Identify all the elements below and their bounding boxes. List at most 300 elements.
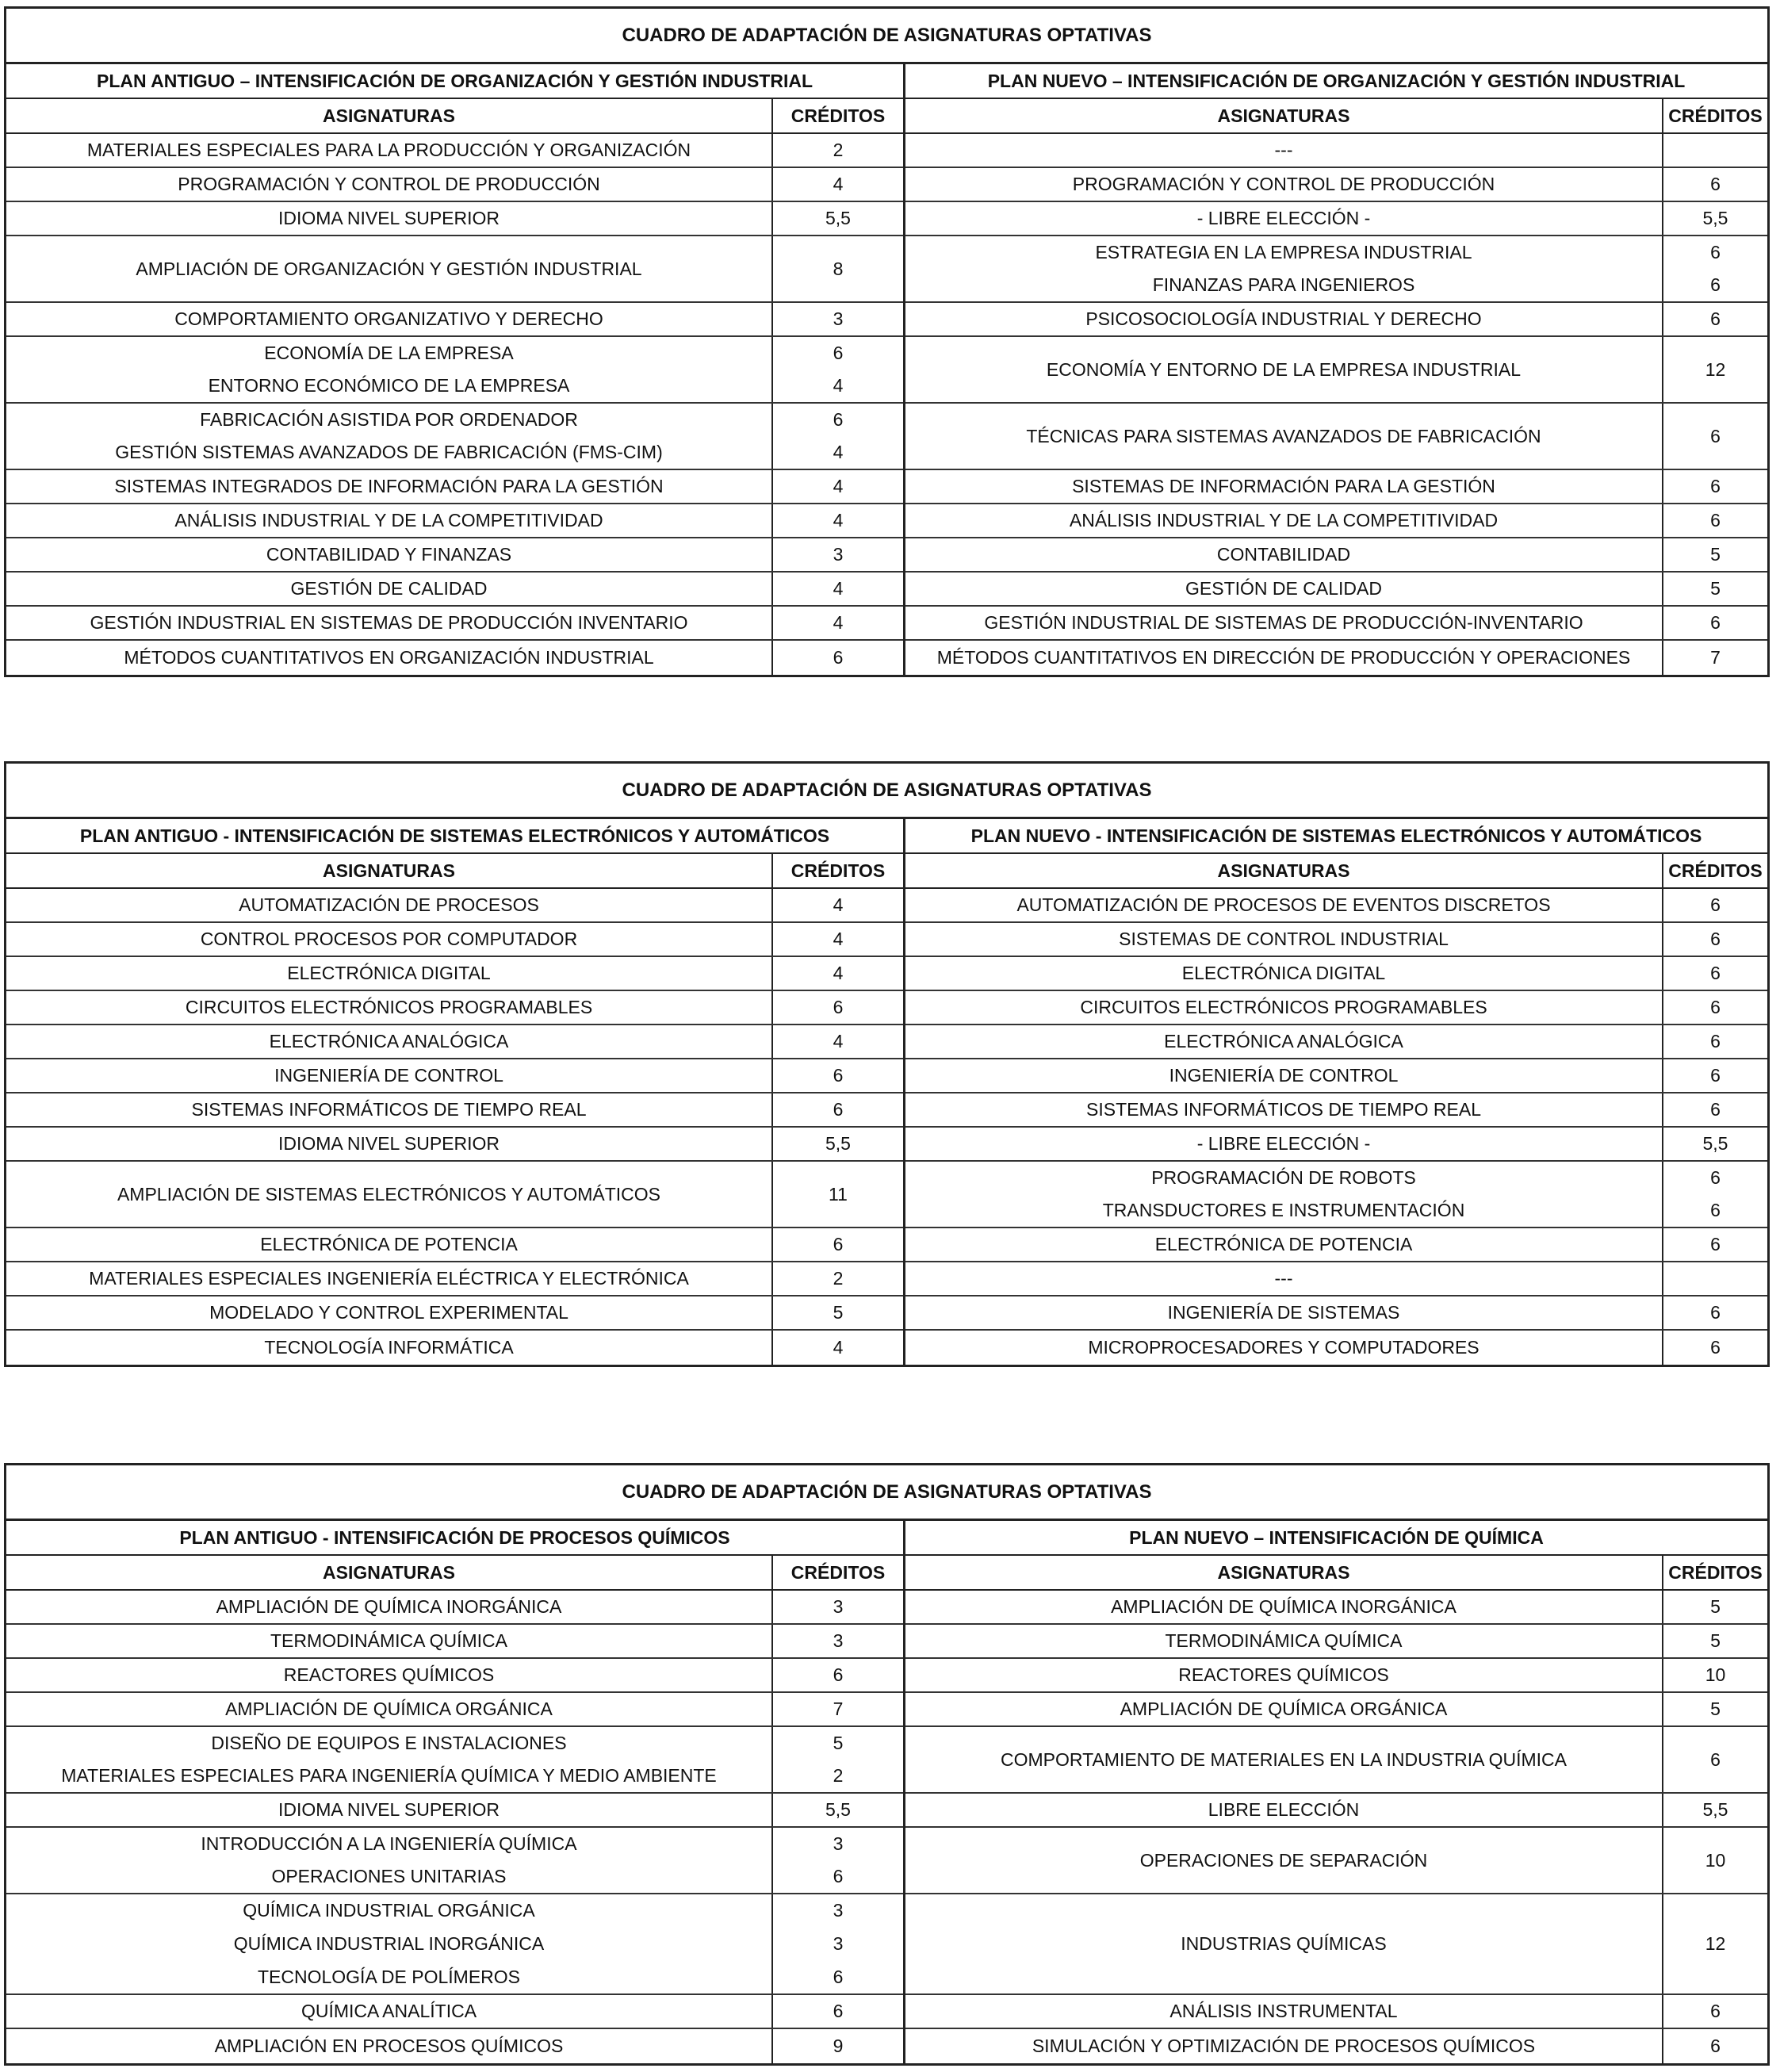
subject-cell bbox=[905, 1591, 1662, 1623]
table-row bbox=[905, 236, 1767, 303]
credits-cell bbox=[771, 504, 903, 537]
subject-name: ANÁLISIS INDUSTRIAL Y DE LA COMPETITIVIDAD bbox=[174, 510, 603, 530]
credit-value: 6 bbox=[833, 1664, 844, 1685]
table-row bbox=[6, 1625, 903, 1659]
table-row bbox=[905, 1262, 1767, 1296]
subject-cell bbox=[905, 337, 1662, 402]
table-row bbox=[905, 1296, 1767, 1331]
credits-cell bbox=[771, 2029, 903, 2063]
subject-cell bbox=[905, 168, 1662, 201]
table-row bbox=[905, 1693, 1767, 1727]
credit-value: 6 bbox=[833, 2001, 844, 2021]
plan-header: PLAN NUEVO - INTENSIFICACIÓN DE SISTEMAS ELECTRÓNICOS Y AUTOMÁTICOS bbox=[905, 819, 1767, 854]
credits-column-header bbox=[1662, 854, 1767, 887]
subjects-column-header-label: ASIGNATURAS bbox=[323, 1561, 455, 1583]
subject-name: ELECTRÓNICA DIGITAL bbox=[287, 963, 491, 983]
subject-name: GESTIÓN SISTEMAS AVANZADOS DE FABRICACIÓN (FMS-CIM) bbox=[115, 442, 663, 462]
table-row bbox=[6, 202, 903, 236]
plan-comparison bbox=[6, 1521, 1767, 2063]
subject-name: GESTIÓN INDUSTRIAL EN SISTEMAS DE PRODUCCIÓN INVENTARIO bbox=[90, 612, 688, 633]
table-row bbox=[6, 1591, 903, 1625]
credit-value: 10 bbox=[1705, 1664, 1726, 1685]
subject-name: CIRCUITOS ELECTRÓNICOS PROGRAMABLES bbox=[185, 997, 593, 1017]
credits-cell bbox=[1662, 1693, 1767, 1725]
credits-column-header-label: CRÉDITOS bbox=[1668, 105, 1763, 126]
table-row bbox=[6, 1794, 903, 1828]
credit-value: 2 bbox=[833, 1765, 844, 1786]
subject-cell bbox=[905, 504, 1662, 537]
plan-comparison bbox=[6, 819, 1767, 1365]
credit-value: 4 bbox=[833, 929, 844, 949]
credits-cell bbox=[1662, 1591, 1767, 1623]
table-row bbox=[6, 1262, 903, 1296]
subjects-column-header-label: ASIGNATURAS bbox=[1217, 105, 1350, 126]
plan-header: PLAN NUEVO – INTENSIFICACIÓN DE QUÍMICA bbox=[905, 1521, 1767, 1556]
credits-cell bbox=[771, 1059, 903, 1092]
table-row bbox=[6, 573, 903, 607]
subject-name: MÉTODOS CUANTITATIVOS EN DIRECCIÓN DE PRODUCCIÓN Y OPERACIONES bbox=[936, 647, 1631, 668]
credits-cell bbox=[771, 641, 903, 675]
credits-cell bbox=[1662, 168, 1767, 201]
credit-value: 6 bbox=[1710, 1099, 1721, 1120]
credit-value: 6 bbox=[1710, 1234, 1721, 1254]
credit-value: 4 bbox=[833, 578, 844, 599]
subject-cell bbox=[905, 641, 1662, 675]
table-row bbox=[6, 504, 903, 538]
credit-value: 6 bbox=[833, 1099, 844, 1120]
column-header-row bbox=[6, 854, 903, 889]
subject-cell bbox=[905, 1093, 1662, 1126]
subject-name: ENTORNO ECONÓMICO DE LA EMPRESA bbox=[208, 375, 570, 396]
table-title: CUADRO DE ADAPTACIÓN DE ASIGNATURAS OPTATIVAS bbox=[6, 9, 1767, 64]
adaptation-table bbox=[4, 1463, 1770, 2066]
plan-header: PLAN ANTIGUO – INTENSIFICACIÓN DE ORGANIZACIÓN Y GESTIÓN INDUSTRIAL bbox=[6, 64, 903, 99]
subject-cell bbox=[6, 1162, 771, 1227]
credit-value: 6 bbox=[1710, 1337, 1721, 1358]
subject-cell bbox=[6, 236, 771, 301]
subject-name: ELECTRÓNICA DIGITAL bbox=[1181, 963, 1386, 983]
subjects-column-header-label: ASIGNATURAS bbox=[323, 860, 455, 881]
subjects-column-header bbox=[905, 1556, 1662, 1589]
table-row bbox=[6, 236, 903, 303]
credits-cell bbox=[1662, 470, 1767, 503]
subject-name: TRANSDUCTORES E INSTRUMENTACIÓN bbox=[1102, 1200, 1465, 1220]
credits-cell bbox=[771, 957, 903, 990]
credits-cell bbox=[771, 1659, 903, 1691]
credits-cell bbox=[1662, 573, 1767, 605]
subject-cell bbox=[905, 1794, 1662, 1826]
table-row bbox=[6, 1894, 903, 1995]
table-row bbox=[6, 337, 903, 404]
old-plan-section bbox=[6, 64, 905, 675]
table-row bbox=[905, 538, 1767, 573]
credits-cell bbox=[771, 1693, 903, 1725]
subject-cell bbox=[6, 202, 771, 235]
credits-cell bbox=[771, 991, 903, 1024]
table-row bbox=[6, 404, 903, 470]
subject-name: PSICOSOCIOLOGÍA INDUSTRIAL Y DERECHO bbox=[1085, 308, 1482, 329]
credit-value: 7 bbox=[833, 1699, 844, 1719]
subject-name: SIMULACIÓN Y OPTIMIZACIÓN DE PROCESOS QUÍMICOS bbox=[1032, 2036, 1536, 2056]
subject-cell bbox=[905, 1995, 1662, 2028]
credit-value: 5 bbox=[1710, 544, 1721, 565]
table-row bbox=[905, 1894, 1767, 1995]
subject-cell bbox=[6, 923, 771, 956]
subject-cell bbox=[6, 1995, 771, 2028]
subject-name: FINANZAS PARA INGENIEROS bbox=[1152, 274, 1415, 295]
subject-name: CONTROL PROCESOS POR COMPUTADOR bbox=[200, 929, 578, 949]
subject-name: ECONOMÍA DE LA EMPRESA bbox=[264, 343, 514, 363]
table-row bbox=[905, 2029, 1767, 2063]
credit-value: 2 bbox=[833, 1268, 844, 1289]
subject-name: SISTEMAS INTEGRADOS DE INFORMACIÓN PARA LA GESTIÓN bbox=[114, 476, 664, 496]
subject-cell bbox=[905, 1228, 1662, 1261]
credits-cell bbox=[771, 236, 903, 301]
subject-name: QUÍMICA INDUSTRIAL INORGÁNICA bbox=[233, 1932, 545, 1954]
credits-cell bbox=[771, 1828, 903, 1893]
credits-column-header bbox=[1662, 1556, 1767, 1589]
credits-cell bbox=[771, 1591, 903, 1623]
credit-value: 4 bbox=[833, 963, 844, 983]
credit-value: 5,5 bbox=[825, 1799, 851, 1820]
subject-cell bbox=[905, 607, 1662, 639]
credits-cell bbox=[1662, 1894, 1767, 1993]
subject-cell bbox=[6, 538, 771, 571]
credit-value: 3 bbox=[833, 1900, 844, 1921]
table-row bbox=[905, 607, 1767, 641]
credit-value: 6 bbox=[1710, 174, 1721, 194]
subjects-column-header-label: ASIGNATURAS bbox=[1217, 1561, 1350, 1583]
subject-cell bbox=[905, 1727, 1662, 1792]
subject-name: GESTIÓN DE CALIDAD bbox=[1185, 578, 1382, 599]
credit-value: 6 bbox=[833, 1234, 844, 1254]
credit-value: 6 bbox=[833, 647, 844, 668]
subject-cell bbox=[905, 1659, 1662, 1691]
subject-cell bbox=[6, 1727, 771, 1792]
table-row bbox=[905, 641, 1767, 675]
subject-cell bbox=[6, 607, 771, 639]
subject-name: QUÍMICA ANALÍTICA bbox=[300, 2001, 477, 2021]
credit-value: 12 bbox=[1705, 358, 1726, 380]
subject-name: MATERIALES ESPECIALES PARA LA PRODUCCIÓN Y ORGANIZACIÓN bbox=[86, 140, 691, 160]
adaptation-table bbox=[4, 6, 1770, 677]
subject-cell bbox=[6, 1296, 771, 1329]
old-plan-section bbox=[6, 1521, 905, 2063]
subject-cell bbox=[905, 889, 1662, 921]
credits-cell bbox=[771, 1228, 903, 1261]
table-row bbox=[6, 1162, 903, 1228]
table-row bbox=[6, 1828, 903, 1894]
credits-cell bbox=[771, 470, 903, 503]
credits-cell bbox=[771, 404, 903, 469]
credits-cell bbox=[1662, 1162, 1767, 1227]
subject-cell bbox=[6, 1059, 771, 1092]
credit-value: 4 bbox=[833, 174, 844, 194]
subject-cell bbox=[6, 889, 771, 921]
credits-cell bbox=[1662, 991, 1767, 1024]
subject-cell bbox=[905, 1296, 1662, 1329]
column-header-row bbox=[905, 854, 1767, 889]
table-row bbox=[905, 1228, 1767, 1262]
credits-column-header-label: CRÉDITOS bbox=[790, 105, 886, 126]
subject-cell bbox=[6, 1228, 771, 1261]
table-row bbox=[6, 1331, 903, 1365]
credit-value: 5,5 bbox=[825, 208, 851, 228]
subject-name: IDIOMA NIVEL SUPERIOR bbox=[278, 1799, 500, 1820]
credits-cell bbox=[1662, 889, 1767, 921]
credit-value: 6 bbox=[1710, 2036, 1721, 2056]
credit-value: 5,5 bbox=[1702, 1133, 1728, 1154]
subject-cell bbox=[905, 202, 1662, 235]
table-row bbox=[6, 1727, 903, 1794]
credits-cell bbox=[1662, 504, 1767, 537]
credit-value: 5 bbox=[1710, 1630, 1721, 1651]
subject-name: AMPLIACIÓN DE QUÍMICA INORGÁNICA bbox=[216, 1596, 562, 1617]
subject-name: DISEÑO DE EQUIPOS E INSTALACIONES bbox=[211, 1733, 567, 1753]
subject-cell bbox=[6, 404, 771, 469]
credits-column-header-label: CRÉDITOS bbox=[1668, 1561, 1763, 1583]
credits-cell bbox=[771, 1128, 903, 1160]
subject-name: MODELADO Y CONTROL EXPERIMENTAL bbox=[209, 1302, 568, 1323]
credit-value: 3 bbox=[833, 1932, 844, 1954]
subject-cell bbox=[905, 1262, 1662, 1295]
credits-cell bbox=[1662, 957, 1767, 990]
credit-value: 6 bbox=[1710, 1065, 1721, 1086]
table-row bbox=[905, 957, 1767, 991]
table-row bbox=[6, 134, 903, 168]
subject-name: ELECTRÓNICA ANALÓGICA bbox=[1164, 1031, 1403, 1051]
subject-name: SISTEMAS DE INFORMACIÓN PARA LA GESTIÓN bbox=[1072, 476, 1495, 496]
credit-value: 5,5 bbox=[825, 1133, 851, 1154]
credit-value: 5 bbox=[1710, 1596, 1721, 1617]
subject-name: ELECTRÓNICA DE POTENCIA bbox=[260, 1234, 518, 1254]
table-row bbox=[905, 134, 1767, 168]
credits-cell bbox=[771, 1162, 903, 1227]
credit-value: 6 bbox=[833, 1065, 844, 1086]
credit-value: 6 bbox=[1710, 2001, 1721, 2021]
credits-cell bbox=[1662, 1059, 1767, 1092]
credit-value: 9 bbox=[833, 2036, 844, 2056]
subject-name: TÉCNICAS PARA SISTEMAS AVANZADOS DE FABRICACIÓN bbox=[1026, 425, 1541, 446]
subject-cell bbox=[6, 1331, 771, 1365]
table-row bbox=[905, 573, 1767, 607]
subject-name: ESTRATEGIA EN LA EMPRESA INDUSTRIAL bbox=[1095, 242, 1472, 262]
credits-cell bbox=[771, 1727, 903, 1792]
subject-name: REACTORES QUÍMICOS bbox=[283, 1664, 495, 1685]
subject-name: OPERACIONES DE SEPARACIÓN bbox=[1139, 1849, 1428, 1871]
column-header-row bbox=[905, 99, 1767, 134]
table-row bbox=[6, 957, 903, 991]
subject-cell bbox=[905, 1025, 1662, 1058]
subject-cell bbox=[6, 641, 771, 675]
subject-name: CIRCUITOS ELECTRÓNICOS PROGRAMABLES bbox=[1080, 997, 1487, 1017]
table-row bbox=[6, 1128, 903, 1162]
subject-cell bbox=[6, 1625, 771, 1657]
credit-value: 6 bbox=[1710, 1748, 1721, 1770]
subjects-column-header-label: ASIGNATURAS bbox=[1217, 860, 1350, 881]
credits-cell bbox=[771, 1093, 903, 1126]
subject-name: LIBRE ELECCIÓN bbox=[1208, 1799, 1360, 1820]
subject-name: GESTIÓN DE CALIDAD bbox=[290, 578, 488, 599]
table-row bbox=[6, 889, 903, 923]
subject-name: ANÁLISIS INSTRUMENTAL bbox=[1169, 2001, 1398, 2021]
credits-cell bbox=[771, 889, 903, 921]
subject-name: TECNOLOGÍA DE POLÍMEROS bbox=[257, 1966, 521, 1987]
subject-cell bbox=[905, 1693, 1662, 1725]
subject-cell bbox=[6, 1828, 771, 1893]
subject-name: ELECTRÓNICA ANALÓGICA bbox=[269, 1031, 509, 1051]
subject-name: COMPORTAMIENTO DE MATERIALES EN LA INDUSTRIA QUÍMICA bbox=[1001, 1748, 1567, 1770]
subject-cell bbox=[6, 1025, 771, 1058]
table-row bbox=[6, 641, 903, 675]
table-row bbox=[905, 1331, 1767, 1365]
credit-value: 12 bbox=[1705, 1933, 1726, 1954]
credits-cell bbox=[1662, 2029, 1767, 2063]
credit-value: 6 bbox=[1710, 274, 1721, 295]
table-row bbox=[905, 470, 1767, 504]
subject-cell bbox=[6, 168, 771, 201]
credits-cell bbox=[1662, 1093, 1767, 1126]
credit-value: 4 bbox=[833, 612, 844, 633]
new-plan-section bbox=[905, 1521, 1767, 2063]
credit-value: 6 bbox=[1710, 308, 1721, 329]
credit-value: 6 bbox=[833, 1966, 844, 1987]
table-row bbox=[905, 404, 1767, 470]
subject-name: INDUSTRIAS QUÍMICAS bbox=[1181, 1933, 1387, 1954]
table-row bbox=[905, 1625, 1767, 1659]
credits-cell bbox=[771, 607, 903, 639]
table-row bbox=[905, 1659, 1767, 1693]
credit-value: 6 bbox=[1710, 1031, 1721, 1051]
plan-comparison bbox=[6, 64, 1767, 675]
table-row bbox=[6, 991, 903, 1025]
credits-cell bbox=[1662, 538, 1767, 571]
credits-cell bbox=[1662, 1025, 1767, 1058]
credits-cell bbox=[1662, 202, 1767, 235]
subject-name: TECNOLOGÍA INFORMÁTICA bbox=[264, 1337, 514, 1358]
credits-column-header bbox=[1662, 99, 1767, 132]
column-header-row bbox=[6, 1556, 903, 1591]
plan-header: PLAN ANTIGUO - INTENSIFICACIÓN DE SISTEMAS ELECTRÓNICOS Y AUTOMÁTICOS bbox=[6, 819, 903, 854]
subject-name: INGENIERÍA DE CONTROL bbox=[274, 1065, 503, 1086]
subjects-column-header-label: ASIGNATURAS bbox=[323, 105, 455, 126]
subject-cell bbox=[905, 470, 1662, 503]
subject-name: REACTORES QUÍMICOS bbox=[1178, 1664, 1389, 1685]
new-plan-section bbox=[905, 64, 1767, 675]
table-row bbox=[905, 1794, 1767, 1828]
old-plan-section bbox=[6, 819, 905, 1365]
credits-cell bbox=[771, 134, 903, 167]
subject-name: MATERIALES ESPECIALES PARA INGENIERÍA QUÍMICA Y MEDIO AMBIENTE bbox=[61, 1765, 717, 1786]
credit-value: 6 bbox=[833, 343, 844, 363]
credit-value: 3 bbox=[833, 1596, 844, 1617]
subject-name: GESTIÓN INDUSTRIAL DE SISTEMAS DE PRODUCCIÓN-INVENTARIO bbox=[984, 612, 1583, 633]
credit-value: 4 bbox=[833, 476, 844, 496]
table-row bbox=[6, 1228, 903, 1262]
credit-value: 3 bbox=[833, 308, 844, 329]
subject-name: IDIOMA NIVEL SUPERIOR bbox=[278, 208, 500, 228]
subject-name: QUÍMICA INDUSTRIAL ORGÁNICA bbox=[243, 1900, 535, 1921]
subject-name: SISTEMAS INFORMÁTICOS DE TIEMPO REAL bbox=[1086, 1099, 1481, 1120]
subject-cell bbox=[6, 1591, 771, 1623]
column-header-row bbox=[905, 1556, 1767, 1591]
subjects-column-header bbox=[6, 854, 771, 887]
subject-cell bbox=[6, 1093, 771, 1126]
subject-cell bbox=[905, 1625, 1662, 1657]
subject-cell bbox=[905, 538, 1662, 571]
subject-name: ANÁLISIS INDUSTRIAL Y DE LA COMPETITIVIDAD bbox=[1069, 510, 1499, 530]
credits-column-header-label: CRÉDITOS bbox=[790, 1561, 886, 1583]
table-row bbox=[905, 1093, 1767, 1128]
credit-value: 5 bbox=[833, 1302, 844, 1323]
credits-cell bbox=[771, 1296, 903, 1329]
credit-value: 4 bbox=[833, 1031, 844, 1051]
plan-header: PLAN ANTIGUO - INTENSIFICACIÓN DE PROCESOS QUÍMICOS bbox=[6, 1521, 903, 1556]
table-row bbox=[6, 2029, 903, 2063]
credits-cell bbox=[771, 1894, 903, 1993]
table-row bbox=[905, 1059, 1767, 1093]
table-row bbox=[6, 923, 903, 957]
subject-cell bbox=[6, 1659, 771, 1691]
credits-cell bbox=[1662, 1128, 1767, 1160]
subject-cell bbox=[905, 2029, 1662, 2063]
subject-name: COMPORTAMIENTO ORGANIZATIVO Y DERECHO bbox=[174, 308, 603, 329]
credit-value: 3 bbox=[833, 1833, 844, 1854]
credit-value: 6 bbox=[833, 997, 844, 1017]
subject-name: - LIBRE ELECCIÓN - bbox=[1196, 1133, 1371, 1154]
credit-value: 5 bbox=[1710, 578, 1721, 599]
subject-name: FABRICACIÓN ASISTIDA POR ORDENADOR bbox=[200, 409, 578, 430]
subject-name: CONTABILIDAD Y FINANZAS bbox=[266, 544, 512, 565]
subject-name: AMPLIACIÓN DE SISTEMAS ELECTRÓNICOS Y AUTOMÁTICOS bbox=[117, 1183, 661, 1205]
subject-cell bbox=[905, 134, 1662, 167]
credits-cell bbox=[1662, 641, 1767, 675]
subject-name: --- bbox=[1274, 140, 1293, 160]
credits-cell bbox=[771, 923, 903, 956]
table-row bbox=[6, 1093, 903, 1128]
table-row bbox=[6, 1659, 903, 1693]
subject-cell bbox=[905, 1059, 1662, 1092]
subject-name: ELECTRÓNICA DE POTENCIA bbox=[1154, 1234, 1413, 1254]
table-row bbox=[905, 337, 1767, 404]
credits-column-header-label: CRÉDITOS bbox=[790, 860, 886, 881]
subject-name: AUTOMATIZACIÓN DE PROCESOS DE EVENTOS DISCRETOS bbox=[1016, 894, 1551, 915]
table-title: CUADRO DE ADAPTACIÓN DE ASIGNATURAS OPTATIVAS bbox=[6, 764, 1767, 819]
credits-column-header bbox=[771, 99, 903, 132]
credit-value: 5 bbox=[833, 1733, 844, 1753]
credits-cell bbox=[771, 1331, 903, 1365]
subject-name: MICROPROCESADORES Y COMPUTADORES bbox=[1088, 1337, 1480, 1358]
subject-cell bbox=[6, 991, 771, 1024]
subject-name: INGENIERÍA DE SISTEMAS bbox=[1167, 1302, 1400, 1323]
subject-cell bbox=[6, 1693, 771, 1725]
subject-cell bbox=[905, 236, 1662, 301]
credit-value: 4 bbox=[833, 375, 844, 396]
new-plan-section bbox=[905, 819, 1767, 1365]
subject-cell bbox=[905, 404, 1662, 469]
credits-cell bbox=[1662, 1296, 1767, 1329]
table-row bbox=[6, 470, 903, 504]
credits-cell bbox=[771, 538, 903, 571]
credit-value: 6 bbox=[1710, 963, 1721, 983]
credits-column-header bbox=[771, 1556, 903, 1589]
credits-cell bbox=[771, 1995, 903, 2028]
table-row bbox=[905, 1995, 1767, 2029]
subject-cell bbox=[905, 957, 1662, 990]
subject-name: INGENIERÍA DE CONTROL bbox=[1169, 1065, 1399, 1086]
table-row bbox=[905, 1828, 1767, 1894]
credit-value: 5,5 bbox=[1702, 208, 1728, 228]
